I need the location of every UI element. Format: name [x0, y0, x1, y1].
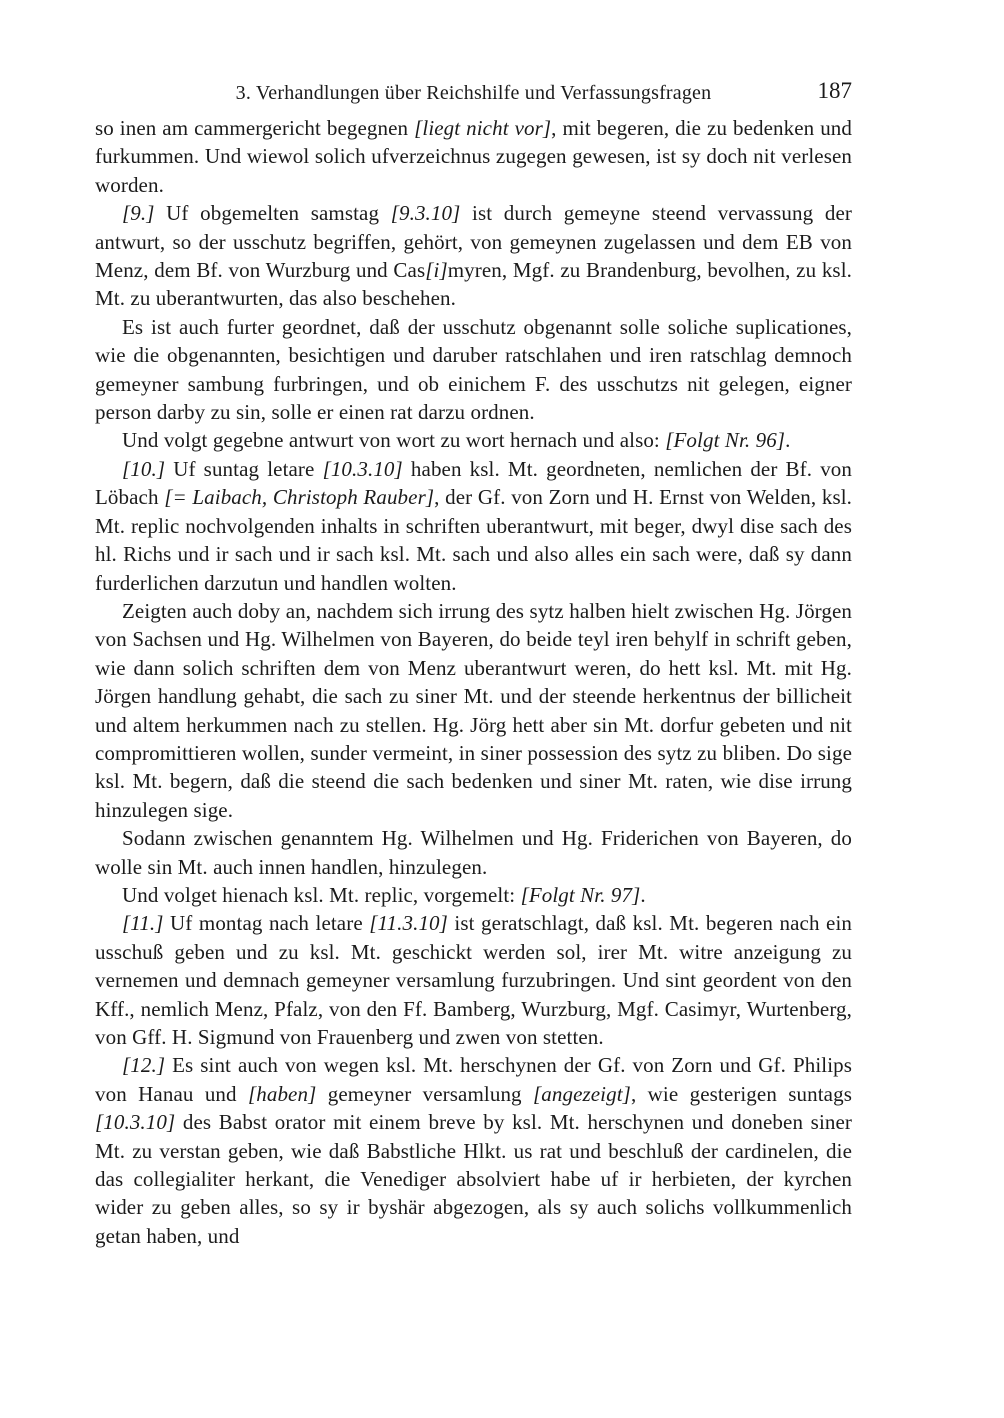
- editorial-insertion: [12.]: [122, 1053, 166, 1078]
- text-run: myren, Mgf. zu Brandenburg, bevolhen, zu ksl. Mt. zu uberantwurten, das also beschehen.: [95, 258, 852, 311]
- paragraph: [95, 1051, 852, 1250]
- text-run: so inen am cammergericht begegnen: [95, 116, 415, 140]
- paragraph: [95, 597, 852, 824]
- text-run: , mit begeren, die zu bedenken und furkummen. Und wiewol solich ufverzeichnus zugegen gewesen, ist sy doch nit verlesen worden.: [95, 116, 852, 197]
- text-run: ist durch gemeyne steend vervassung der antwurt, so der usschutz begriffen, gehört, von gemeynen zugelassen und dem EB von Menz, dem Bf. von Wurzburg und Cas: [95, 201, 852, 283]
- text-block: [95, 114, 852, 1250]
- editorial-insertion: [= Laibach, Christoph Rauber]: [164, 485, 435, 510]
- paragraph: [95, 824, 852, 881]
- text-run: des Babst orator mit einem breve by ksl. Mt. herschynen und doneben siner Mt. zu verstan geben, wie daß Babstliche Hlkt. us rat und beschluß der cardinelen, die das collegialiter herkant, die Venediger absolviert habe uf ir herbieten, der kyrchen wider zu geben alles, so sy ir byshär abgezogen, als sy auch solichs vollkummenlich getan haben, und: [95, 1110, 852, 1248]
- text-run: .: [785, 428, 791, 453]
- text-run: ist geratschlagt, daß ksl. Mt. begeren nach ein usschuß geben und zu ksl. Mt. geschickt werden sol, irer Mt. witre anzeigung zu vernemen und demnach gemeyner versamlung furzubringen. Und sint geordent von den Kff., nemlich Menz, Pfalz, von den Ff. Bamberg, Wurzburg, Mgf. Casimyr, Wurtenberg, von Gff. H. Sigmund von Frauenberg und zwen von stetten.: [95, 911, 852, 1049]
- text-run: Und volgt gegebne antwurt von wort zu wort hernach und also:: [122, 428, 666, 453]
- paragraph: [95, 455, 852, 597]
- paragraph: [95, 909, 852, 1051]
- editorial-insertion: [11.3.10]: [369, 911, 448, 936]
- text-run: Uf obgemelten samstag: [154, 201, 391, 226]
- page-number: 187: [817, 78, 852, 103]
- paragraph: [95, 114, 852, 199]
- editorial-insertion: [haben]: [247, 1081, 317, 1106]
- paragraph: [95, 199, 852, 313]
- text-run: haben ksl. Mt. geordneten, nemlichen der Bf. von Löbach: [95, 456, 852, 510]
- editorial-insertion: [i]: [425, 258, 448, 283]
- editorial-insertion: [angezeigt]: [533, 1081, 631, 1106]
- text-run: Uf suntag letare: [165, 456, 323, 481]
- paragraph: [95, 313, 852, 427]
- editorial-insertion: [10.3.10]: [95, 1110, 176, 1135]
- text-run: Es ist auch furter geordnet, daß der usschutz obgenannt solle soliche suplicationes, wie die obgenannten, besichtigen und daruber ratschlahen und iren ratschlag demnoch gemeyner sambung furbringen, und ob einichem F. des usschutzs nit gelegen, eigner person darby zu sin, solle er einen rat darzu ordnen.: [95, 314, 852, 425]
- text-run: Zeigten auch doby an, nachdem sich irrung des sytz halben hielt zwischen Hg. Jörgen von Sachsen und Hg. Wilhelmen von Bayeren, do beide teyl iren behylf in schrift geben, wie dann solich schriften dem von Menz uberantwurt weren, do hett ksl. Mt. mit Hg. Jörgen handlung gehabt, die sach zu siner Mt. und der steende herkentnus der billicheit und altem herkummen nach zu stellen. Hg. Jörg hett aber sin Mt. dorfur gebeten und nit compromittieren wollen, sunder vermeint, in siner possession des sytz zu bliben. Do sige ksl. Mt. begern, daß die steend die sach bedenken und siner Mt. raten, wie dise irrung hinzulegen sige.: [95, 598, 852, 822]
- paragraph: [95, 426, 852, 454]
- text-run: , wie gesterigen suntags: [630, 1081, 852, 1106]
- editorial-insertion: [Folgt Nr. 97]: [520, 882, 641, 907]
- editorial-insertion: [liegt nicht vor]: [414, 116, 552, 140]
- text-run: gemeyner versamlung: [316, 1081, 533, 1106]
- text-run: .: [640, 882, 646, 907]
- editorial-insertion: [10.]: [122, 456, 166, 481]
- editorial-insertion: [9.3.10]: [390, 201, 461, 226]
- text-run: Es sint auch von wegen ksl. Mt. herschynen der Gf. von Zorn und Gf. Philips von Hanau und: [95, 1053, 852, 1106]
- paragraph: [95, 881, 852, 909]
- running-header: 3. Verhandlungen über Reichshilfe und Verfassungsfragen: [235, 82, 712, 104]
- text-run: Sodann zwischen genanntem Hg. Wilhelmen und Hg. Friderichen von Bayeren, do wolle sin Mt. auch innen handlen, hinzulegen.: [95, 826, 852, 879]
- text-run: Und volget hienach ksl. Mt. replic, vorgemelt:: [122, 882, 521, 907]
- page-header: [95, 78, 852, 108]
- editorial-insertion: [9.]: [122, 201, 155, 226]
- text-run: Uf montag nach letare: [163, 911, 370, 936]
- editorial-insertion: [10.3.10]: [322, 456, 403, 481]
- text-run: , der Gf. von Zorn und H. Ernst von Welden, ksl. Mt. replic nochvolgenden inhalts in schriften uberantwurt, mit beger, dwyl dise sach des hl. Richs und ir sach und ir sach ksl. Mt. sach und also alles ein sach were, daß sy dann furderlichen darzutun und handlen wolten.: [95, 485, 852, 595]
- editorial-insertion: [11.]: [122, 911, 164, 936]
- editorial-insertion: [Folgt Nr. 96]: [665, 428, 786, 453]
